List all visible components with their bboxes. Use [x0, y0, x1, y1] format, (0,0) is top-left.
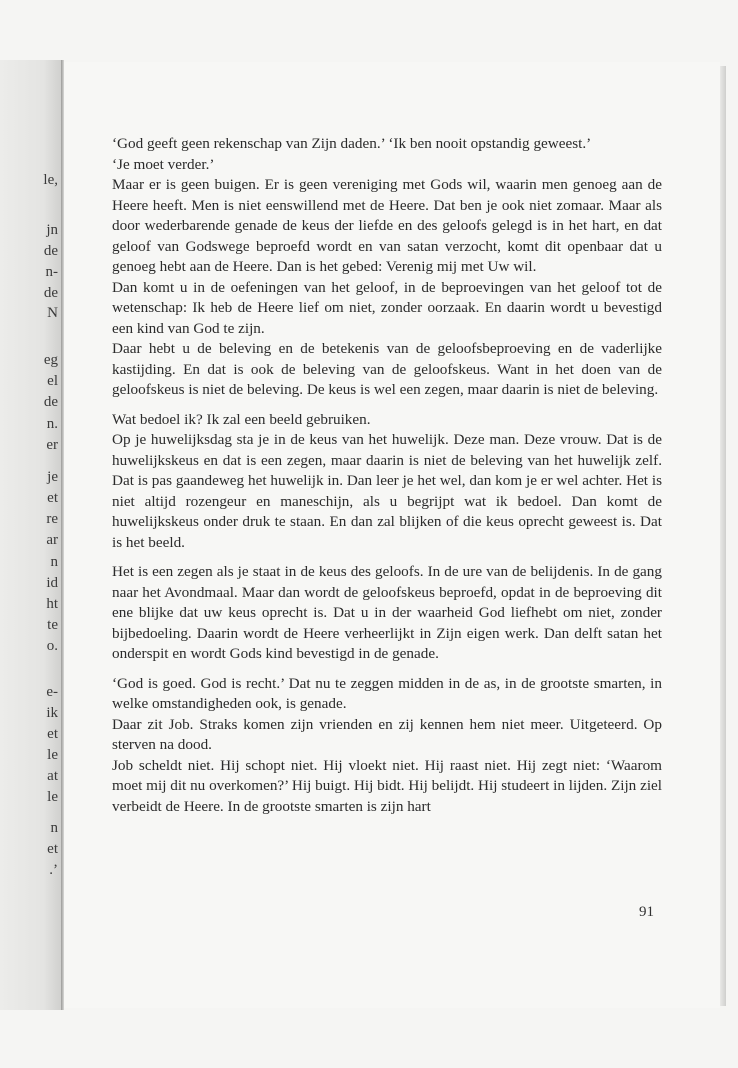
paragraph: Dan komt u in de oefeningen van het geloof, in de beproevingen van het geloof tot de wetenschap: Ik heb de Heere lief om niet, zonder oorzaak. En daarin wordt u bevestigd een kind van God te zijn.	[112, 278, 662, 337]
left-page-fragment: eg	[43, 352, 58, 368]
book-page	[64, 62, 720, 1008]
paragraph: Wat bedoel ik? Ik zal een beeld gebruiken.	[112, 410, 371, 428]
page-edge-shadow	[720, 66, 726, 1006]
left-page-fragment: n	[50, 820, 58, 836]
left-page-fragment: et	[47, 841, 58, 857]
left-page-fragment: ar	[46, 532, 58, 548]
left-page-fragment: n	[50, 554, 58, 570]
page-body	[112, 134, 662, 817]
left-page-fragment: n-	[45, 264, 58, 280]
paragraph: Het is een zegen als je staat in de keus des geloofs. In de ure van de belijdenis. In de gang naar het Avondmaal. Maar dan wordt de geloofskeus beproefd, opdat in de beproeving dit ene blijke dat uw keus oprecht is. Dat u in der waarheid God liefhebt om niet, zonder bijbedoeling. Daarin wordt de Heere verheerlijkt in Zijn eigen werk. Dan delft satan het onderspit en wordt Gods kind bevestigd in de genade.	[112, 563, 662, 662]
left-page-fragment: le,	[43, 172, 58, 188]
left-page-fragment: jn	[46, 222, 58, 238]
paragraph: Daar hebt u de beleving en de betekenis van de geloofsbeproeving en de vaderlijke kastijding. En dat is ook de beleving van de geloofskeus. Want in het doen van de geloofskeus is niet de beleving. De keus is wel een zegen, maar daarin is niet de beleving.	[112, 340, 662, 398]
left-page-fragment: de	[43, 285, 58, 301]
left-page-fragment: de	[43, 243, 58, 259]
left-page-fragment: te	[47, 617, 58, 633]
left-page-fragment: n.	[46, 416, 58, 432]
left-page-fragment: et	[47, 490, 58, 506]
left-page-fragment: je	[47, 469, 58, 485]
left-page-fragment: .’	[49, 862, 58, 878]
left-page-edge	[0, 60, 62, 1010]
left-page-fragment: ht	[46, 596, 58, 612]
left-page-fragment: re	[46, 511, 58, 527]
left-page-fragment: e-	[46, 684, 58, 700]
left-page-fragment: id	[46, 575, 58, 591]
left-page-fragment: o.	[46, 638, 58, 654]
paragraph: Daar zit Job. Straks komen zijn vrienden en zij kennen hem niet meer. Uitgeteerd. Op sterven na dood.	[112, 715, 662, 753]
left-page-fragment: de	[43, 394, 58, 410]
left-page-fragment: le	[47, 789, 58, 805]
left-page-fragment: er	[46, 437, 58, 453]
left-page-fragment: ik	[46, 705, 58, 721]
paragraph: Job scheldt niet. Hij schopt niet. Hij vloekt niet. Hij raast niet. Hij zegt niet: ‘Waarom moet mij dit nu overkomen?’ Hij buigt. Hij bidt. Hij belijdt. Hij studeert in lijden. Zijn ziel verbeidt de Heere. In de grootste smarten is zijn hart	[112, 756, 662, 815]
left-page-fragment: at	[47, 768, 58, 784]
left-page-fragment: et	[47, 726, 58, 742]
paragraph: ‘God geeft geen rekenschap van Zijn daden.’ ‘Ik ben nooit opstandig geweest.’	[112, 135, 592, 152]
page-number: 91	[639, 904, 654, 920]
paragraph: ‘God is goed. God is recht.’ Dat nu te zeggen midden in de as, in de grootste smarten, in welke omstandigheden ook, is genade.	[112, 674, 662, 712]
paragraph: Maar er is geen buigen. Er is geen vereniging met Gods wil, waarin men genoeg aan de Heere heeft. Men is niet eenswillend met de Heere. Dat ben je ook niet zomaar. Maar als door wederbarende genade de keus der liefde en des geloofs gelegd is in het hart, en dat geloof van Godswege beproefd wordt en van satan verzocht, komt dit openbaar dat u genoeg hebt aan de Heere. Dan is het gebed: Verenig mij met Uw wil.	[112, 176, 662, 275]
left-page-fragment: le	[47, 747, 58, 763]
paragraph: ‘Je moet verder.’	[112, 155, 215, 173]
left-page-fragment: el	[47, 373, 58, 389]
paragraph: Op je huwelijksdag sta je in de keus van het huwelijk. Deze man. Deze vrouw. Dat is de huwelijkskeus en dat is een zegen, maar daarin is niet de beleving van het huwelijk zelf. Dat is pas gaandeweg het huwelijk in. Dan leer je het wel, dan kom je er wel achter. Het is niet altijd rozengeur en maneschijn, als u begrijpt wat ik bedoel. Dan komt de huwelijkskeus onder druk te staan. En dan zal blijken of die keus oprecht geweest is. Dat is het beeld.	[112, 431, 662, 551]
left-page-fragment: N	[47, 305, 58, 321]
